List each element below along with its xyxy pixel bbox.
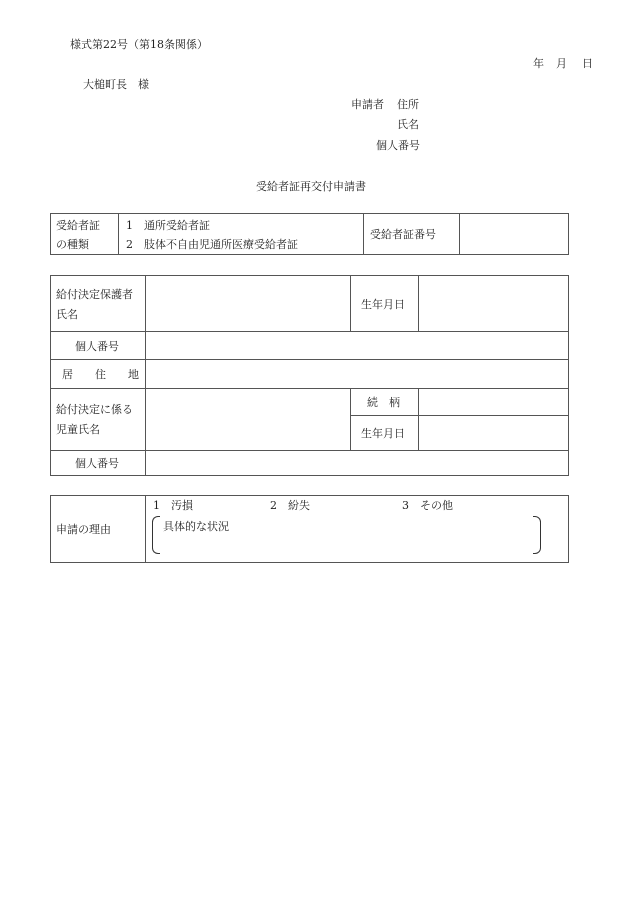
- residence-label: 居 住 地: [62, 368, 139, 381]
- certificate-option-1[interactable]: 1 通所受給者証: [126, 219, 210, 232]
- document-title: 受給者証再交付申請書: [256, 180, 366, 193]
- certificate-number-field[interactable]: [461, 215, 566, 253]
- certificate-type-label: 受給者証: [56, 219, 100, 232]
- detail-label: 具体的な状況: [163, 520, 229, 533]
- certificate-option-2[interactable]: 2 肢体不自由児通所医療受給者証: [126, 238, 298, 251]
- addressee: 大槌町長 様: [83, 78, 149, 91]
- guardian-birth-label: 生年月日: [361, 298, 405, 311]
- guardian-name-field[interactable]: [147, 277, 349, 330]
- child-name-field[interactable]: [147, 390, 349, 449]
- reason-label: 申請の理由: [56, 523, 111, 536]
- child-name-label-2: 児童氏名: [56, 423, 100, 436]
- reason-detail-field[interactable]: [163, 535, 528, 553]
- guardian-name-label-2: 氏名: [56, 308, 78, 321]
- relationship-field[interactable]: [420, 390, 566, 414]
- child-personal-number-label: 個人番号: [75, 457, 119, 470]
- child-birth-field[interactable]: [420, 417, 566, 449]
- child-birth-label: 生年月日: [361, 427, 405, 440]
- applicant-address-label: 住所: [397, 98, 419, 111]
- child-personal-number-field[interactable]: [147, 452, 566, 474]
- child-name-label: 給付決定に係る: [56, 403, 133, 416]
- reason-option-soiled[interactable]: 1 汚損: [153, 499, 193, 512]
- date-year: 年: [533, 57, 544, 70]
- applicant-name-field[interactable]: [425, 113, 605, 129]
- applicant-personal-number-field[interactable]: [425, 134, 605, 150]
- relationship-label: 続 柄: [367, 396, 400, 409]
- applicant-address-field[interactable]: [425, 93, 605, 109]
- guardian-name-label: 給付決定保護者: [56, 288, 133, 301]
- guardian-personal-number-label: 個人番号: [75, 340, 119, 353]
- certificate-number-label: 受給者証番号: [370, 228, 436, 241]
- left-bracket-icon: [152, 516, 160, 554]
- guardian-personal-number-field[interactable]: [147, 333, 566, 358]
- right-bracket-icon: [533, 516, 541, 554]
- reason-option-lost[interactable]: 2 紛失: [270, 499, 310, 512]
- date-day: 日: [582, 57, 593, 70]
- applicant-name-label: 氏名: [397, 118, 419, 131]
- residence-field[interactable]: [147, 361, 566, 387]
- applicant-personal-number-label: 個人番号: [376, 139, 420, 152]
- reason-option-other[interactable]: 3 その他: [402, 499, 453, 512]
- applicant-label: 申請者: [351, 98, 384, 111]
- form-number: 様式第22号（第18条関係）: [70, 38, 208, 51]
- certificate-type-label-2: の種類: [56, 238, 89, 251]
- guardian-birth-field[interactable]: [420, 277, 566, 330]
- date-month: 月: [556, 57, 567, 70]
